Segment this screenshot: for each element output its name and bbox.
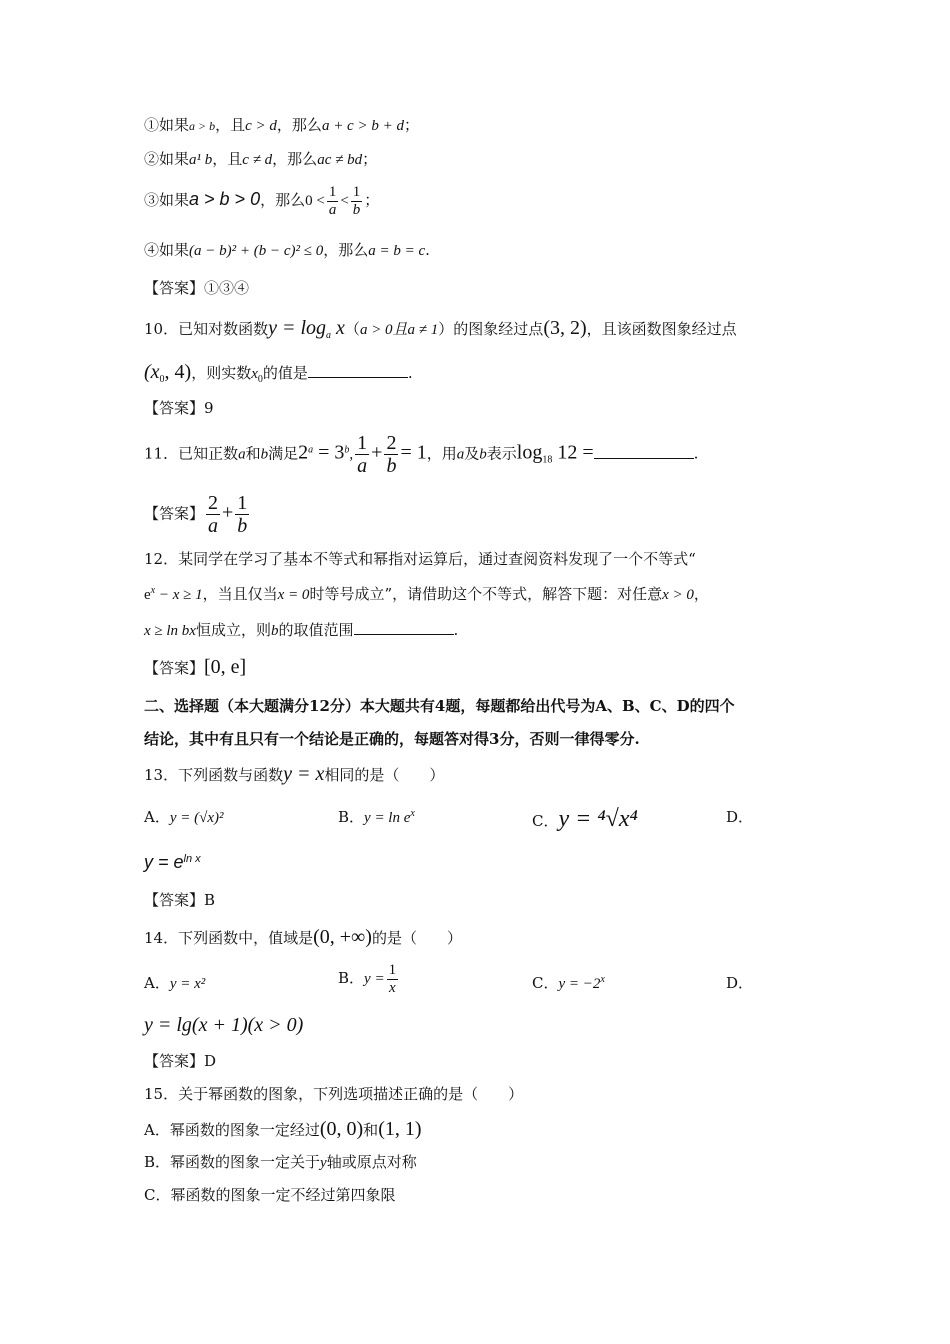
text: 【答案】 [144, 659, 205, 677]
text: （ [344, 320, 360, 338]
text: . [453, 621, 459, 639]
text: ，那么 [272, 150, 318, 168]
q14-option-c: C．$y = -2^x$ [532, 974, 605, 992]
question-14 [144, 925, 840, 949]
math: a > 0且a ≠ 1 [359, 322, 439, 338]
math: log [516, 441, 543, 464]
fraction: $\frac{1}{a}$ [328, 184, 337, 218]
text: ； [403, 116, 419, 134]
math: y = log [268, 317, 327, 339]
math: c ≠ d [242, 152, 273, 168]
math: , [349, 446, 354, 463]
answer-10: 【答案】9 [144, 399, 214, 417]
math: 0 < [305, 193, 325, 209]
math: − x ≥ 1 [155, 587, 203, 603]
math: + [371, 441, 383, 464]
q14-option-b: B．y = $\frac{1}{x}$ [338, 962, 397, 996]
q15-option-a: A．幂函数的图象一定经过(0, 0)和(1, 1) [144, 1118, 422, 1140]
text: ）的图象经过点 [438, 320, 544, 338]
math: b [260, 446, 269, 463]
question-13 [144, 762, 840, 786]
fraction: $\frac{1}{x}$ [388, 962, 397, 996]
math: x = 0 [277, 587, 310, 603]
text: 13．下列函数与函数 [144, 766, 284, 784]
q13-option-d-label: D． [726, 808, 754, 826]
math: x [331, 317, 345, 339]
math: < [340, 193, 349, 209]
q13-option-d: $y = e^{ln x}$ [144, 852, 201, 872]
q13-option-a: A．y = (√x)² [144, 808, 224, 826]
answer-blank [594, 444, 694, 459]
math: b [270, 623, 279, 639]
math: x ≥ ln bx [144, 623, 196, 639]
question-10-line2: ($x_0$, 4)，则实数$x_0$的值是 . [144, 361, 413, 385]
math: , 4) [164, 361, 192, 383]
question-12-line2: $e^x - x \ge 1$，当且仅当x = 0时等号成立”，请借助这个不等式，解答下题：对任意x > 0， [144, 585, 709, 603]
q14-option-d-label: D． [726, 974, 754, 992]
text: . [693, 444, 699, 463]
question-10-line1: 10．已知对数函数$y = \log_a x(a > 0$且a ≠ 1）的图象经过点(3, 2)，且该函数图象经过点 [144, 317, 737, 341]
text: 10．已知对数函数 [144, 320, 269, 338]
math: a + c > b + d [321, 118, 404, 134]
fraction: $\frac{1}{b}$ [352, 184, 361, 218]
math: x > 0 [662, 587, 694, 603]
text: 的值是 [262, 364, 308, 382]
math: = 3 [313, 441, 345, 464]
statement-3 [144, 184, 840, 218]
text: 满足 [268, 444, 299, 463]
math: a > b [189, 119, 216, 133]
statement-1 [144, 116, 840, 135]
math: 2 [298, 441, 309, 464]
answer-14: 【答案】D [144, 1052, 217, 1070]
q15-option-c: C．幂函数的图象一定不经过第四象限 [144, 1186, 396, 1204]
text: 和 [245, 444, 261, 463]
math: a > b > 0 [189, 189, 261, 209]
text: ，那么 [260, 191, 306, 209]
text: ， [693, 585, 709, 603]
math: + [222, 501, 234, 524]
fraction: $\frac{2}{b}$ [386, 432, 397, 477]
math: e [144, 587, 151, 603]
fraction: $\frac{2}{a}$ [208, 492, 219, 537]
math: a¹ b [189, 152, 213, 168]
text: 11．已知正数 [144, 444, 239, 463]
text: . [425, 241, 430, 259]
math: 12 = [552, 441, 594, 464]
math: (0, +∞) [313, 926, 372, 948]
q14-option-d: y = lg(x + 1)(x > 0) [144, 1014, 304, 1036]
text: ，用 [426, 444, 457, 463]
text: . [407, 364, 413, 382]
math: [0, e] [204, 656, 247, 678]
text: ，那么 [276, 116, 322, 134]
q13-option-b: B．$y = \ln e^x$ [338, 808, 415, 826]
section-2-heading-line1: 二、选择题（本大题满分12分）本大题共有4题，每题都给出代号为A、B、C、D的四个 [144, 697, 735, 715]
text: 的是（ ） [371, 929, 462, 947]
question-12-line3 [144, 620, 840, 640]
text: ，当且仅当 [202, 585, 278, 603]
text: 14．下列函数中，值域是 [144, 929, 314, 947]
text: ，且 [212, 150, 243, 168]
q13-option-c: C．y = ⁴√x⁴ [532, 806, 638, 832]
text: ，那么 [323, 241, 369, 259]
text: 及 [464, 444, 480, 463]
fraction: $\frac{1}{b}$ [237, 492, 248, 537]
text: ； [362, 150, 378, 168]
answer-blank [308, 363, 408, 378]
text: ①如果 [144, 116, 190, 134]
text: ； [364, 191, 380, 209]
statement-2 [144, 150, 840, 169]
math: (x [144, 361, 160, 383]
section-2-heading-line2: 结论，其中有且只有一个结论是正确的，每题答对得3分，否则一律得零分. [144, 730, 640, 748]
statement-4 [144, 241, 840, 260]
text: ④如果 [144, 241, 190, 259]
math: = 1 [400, 441, 427, 464]
text: ，且该函数图象经过点 [586, 320, 737, 338]
answer-11 [144, 492, 840, 537]
text: ，则实数 [191, 364, 252, 382]
answer-blank [354, 620, 454, 635]
text: ②如果 [144, 150, 190, 168]
math: y = x [283, 763, 325, 785]
answer-12 [144, 655, 840, 679]
math: (a − b)² + (b − c)² ≤ 0 [189, 243, 324, 259]
answer-9: 【答案】①③④ [144, 279, 250, 297]
q15-option-b: B．幂函数的图象一定关于y轴或原点对称 [144, 1153, 417, 1171]
text: 相同的是（ ） [324, 766, 445, 784]
q14-option-a: A．y = x² [144, 974, 206, 992]
math: ac ≠ bd [317, 152, 363, 168]
fraction: $\frac{1}{a}$ [357, 432, 368, 477]
text: 恒成立，则 [195, 621, 271, 639]
math: (3, 2) [543, 317, 587, 339]
text: 时等号成立”，请借助这个不等式，解答下题：对任意 [309, 585, 663, 603]
text: 【答案】 [144, 504, 205, 523]
question-12-line1: 12．某同学在学习了基本不等式和幂指对运算后，通过查阅资料发现了一个不等式“ [144, 550, 696, 568]
math: c > d [245, 118, 277, 134]
math: a [238, 446, 246, 463]
answer-13: 【答案】B [144, 891, 216, 909]
text: ③如果 [144, 191, 190, 209]
math: x [251, 366, 258, 382]
math: a = b = c [368, 243, 426, 259]
text: 的取值范围 [278, 621, 354, 639]
math: b [479, 446, 487, 463]
question-15: 15．关于幂函数的图象，下列选项描述正确的是（ ） [144, 1085, 524, 1103]
text: ，且 [215, 116, 246, 134]
question-11: 11．已知正数a和b满足$2^a = 3^b$, $\frac{1}{a}$ + $\frac{2}{b}$ = 1，用a及b表示$\log_{18} 12$ = . [144, 432, 699, 477]
math: a [456, 446, 465, 463]
text: 表示 [486, 444, 517, 463]
